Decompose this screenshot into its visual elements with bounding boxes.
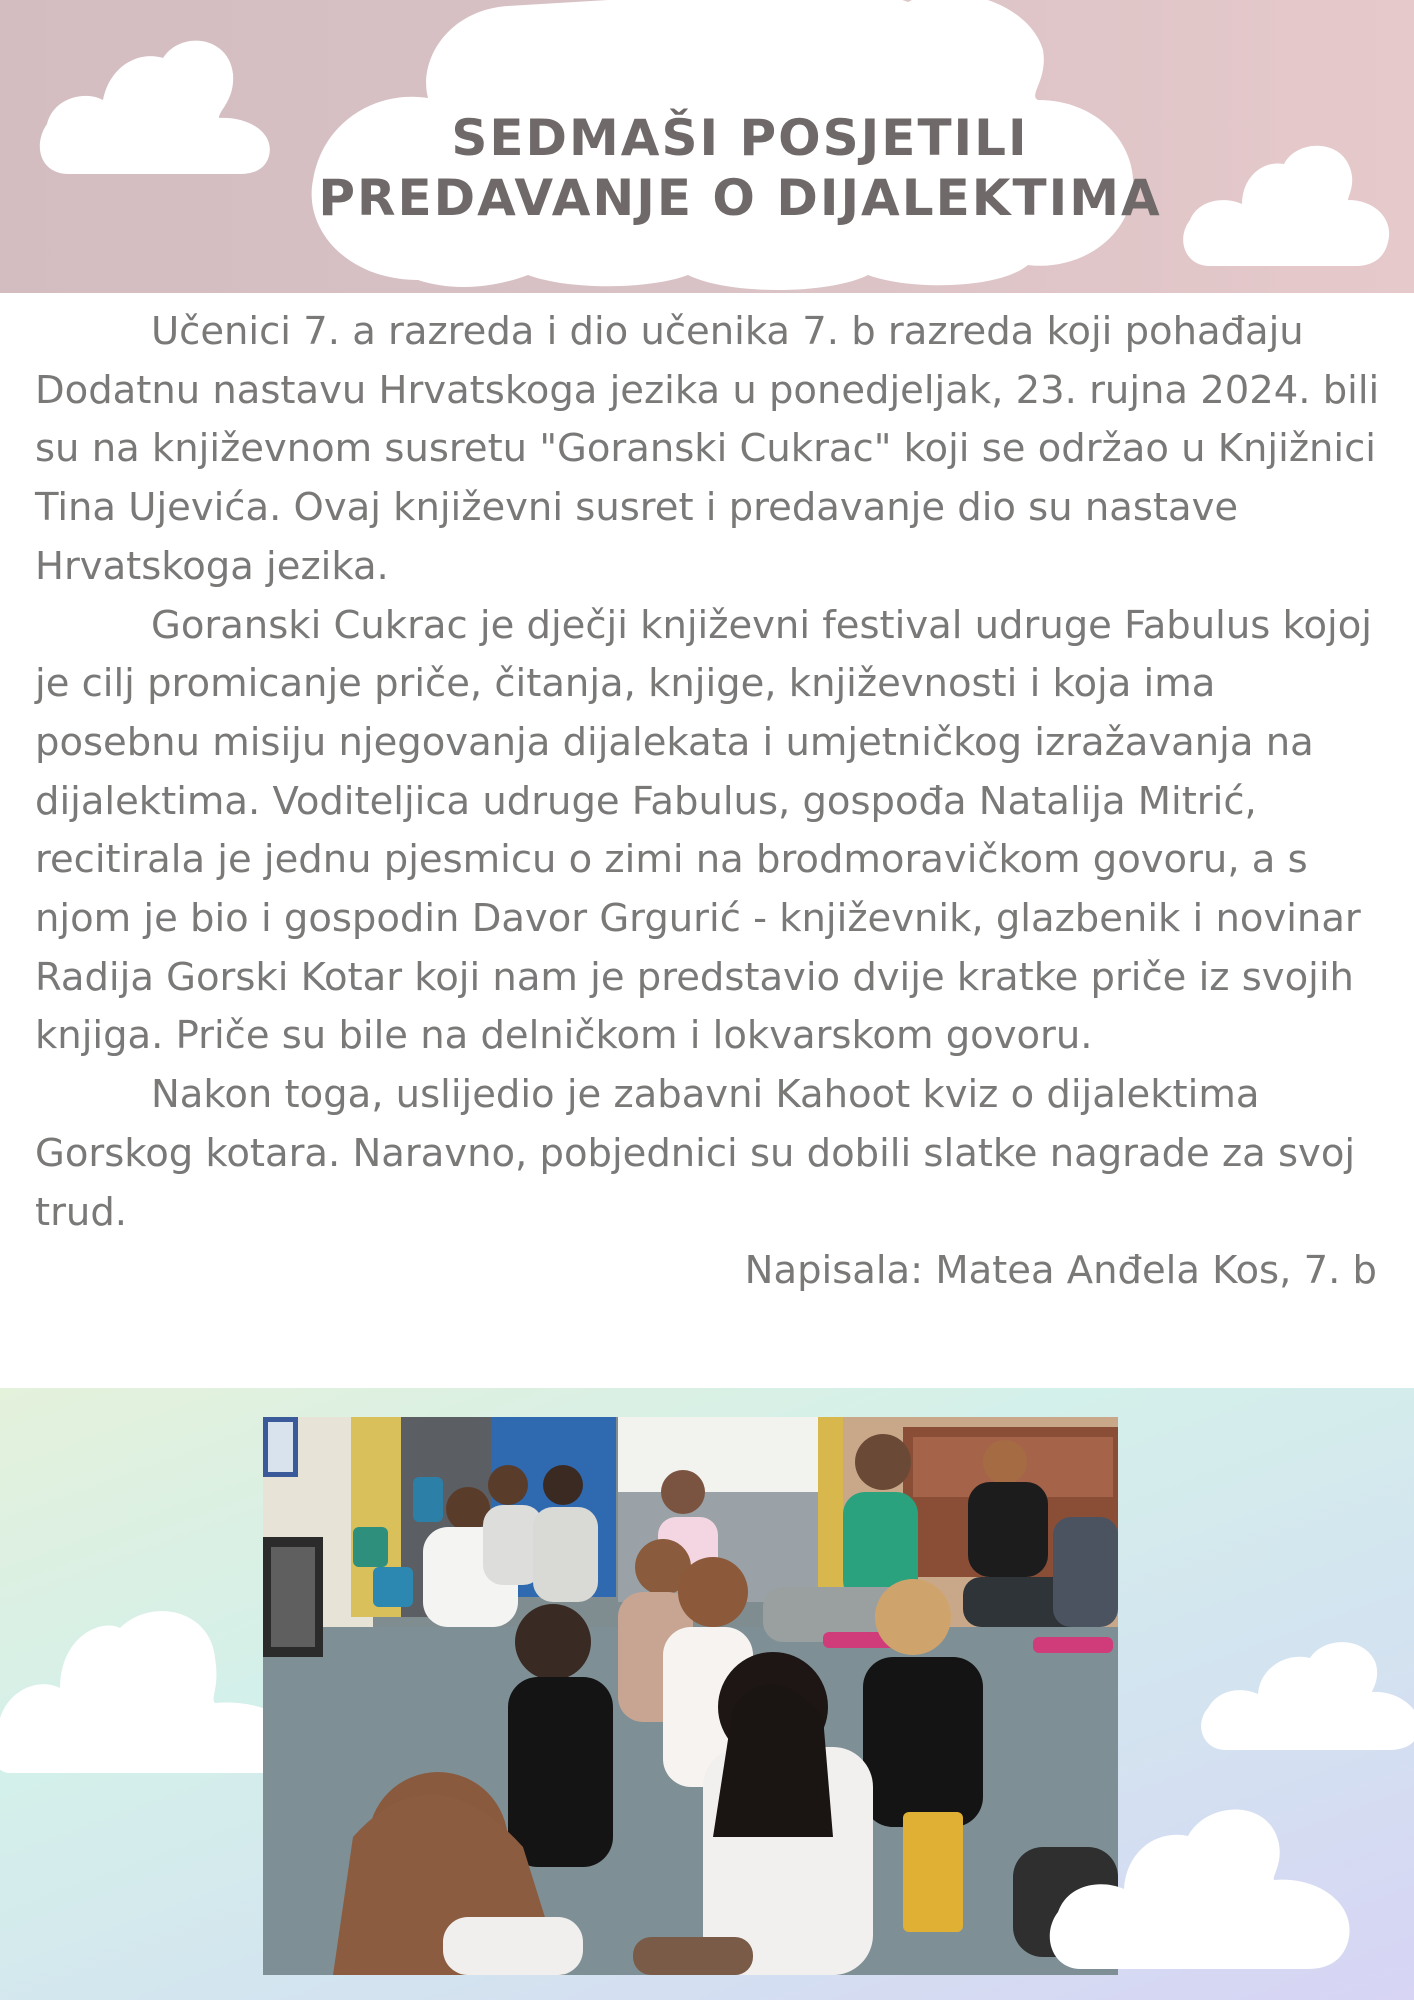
photo-section: [0, 1388, 1414, 2000]
title-line-2: PREDAVANJE O DIJALEKTIMA: [318, 169, 1162, 227]
page-title: [300, 108, 1180, 228]
cloud-decoration-bottom-left: [0, 1578, 305, 1778]
header-banner: [0, 0, 1414, 293]
cloud-decoration-bottom-right: [1200, 1632, 1414, 1756]
cloud-decoration-top-left: [33, 28, 275, 176]
article-paragraph-3: Nakon toga, uslijedio je zabavni Kahoot kviz o dijalektima Gorskog kotara. Naravno, pobjednici su dobili slatke nagrade za svoj trud.: [35, 1072, 1356, 1235]
author-signature: Napisala: Matea Anđela Kos, 7. b: [744, 1248, 1377, 1294]
event-photo: [263, 1417, 1118, 1975]
article-paragraph-2: Goranski Cukrac je dječji književni festival udruge Fabulus kojoj je cilj promicanje priče, čitanja, knjige, književnosti i koja ima posebnu misiju njegovanja dijalekata i umjetničkog izražavanja na dijalektima. Voditeljica udruge Fabulus, gospođa Natalija Mitrić, recitirala je jednu pjesmicu o zimi na brodmoravičkom govoru, a s njom je bio i gospodin Davor Grgurić - književnik, glazbenik i novinar Radija Gorski Kotar koji nam je predstavio dvije kratke priče iz svojih knjiga. Priče su bile na delničkom i lokvarskom govoru.: [35, 602, 1372, 1059]
cloud-decoration-top-right: [1180, 138, 1392, 270]
event-photo-image: [263, 1417, 1118, 1975]
cloud-decoration-photo-corner: [1046, 1784, 1356, 1974]
title-line-1: SEDMAŠI POSJETILI: [451, 109, 1029, 167]
article-body: [35, 303, 1385, 1301]
article-paragraph-1: Učenici 7. a razreda i dio učenika 7. b razreda koji pohađaju Dodatnu nastavu Hrvatskoga jezika u ponedjeljak, 23. rujna 2024. bili su na književnom susretu "Goranski Cukrac" koji se održao u Knjižnici Tina Ujevića. Ovaj književni susret i predavanje dio su nastave Hrvatskoga jezika.: [35, 309, 1380, 589]
